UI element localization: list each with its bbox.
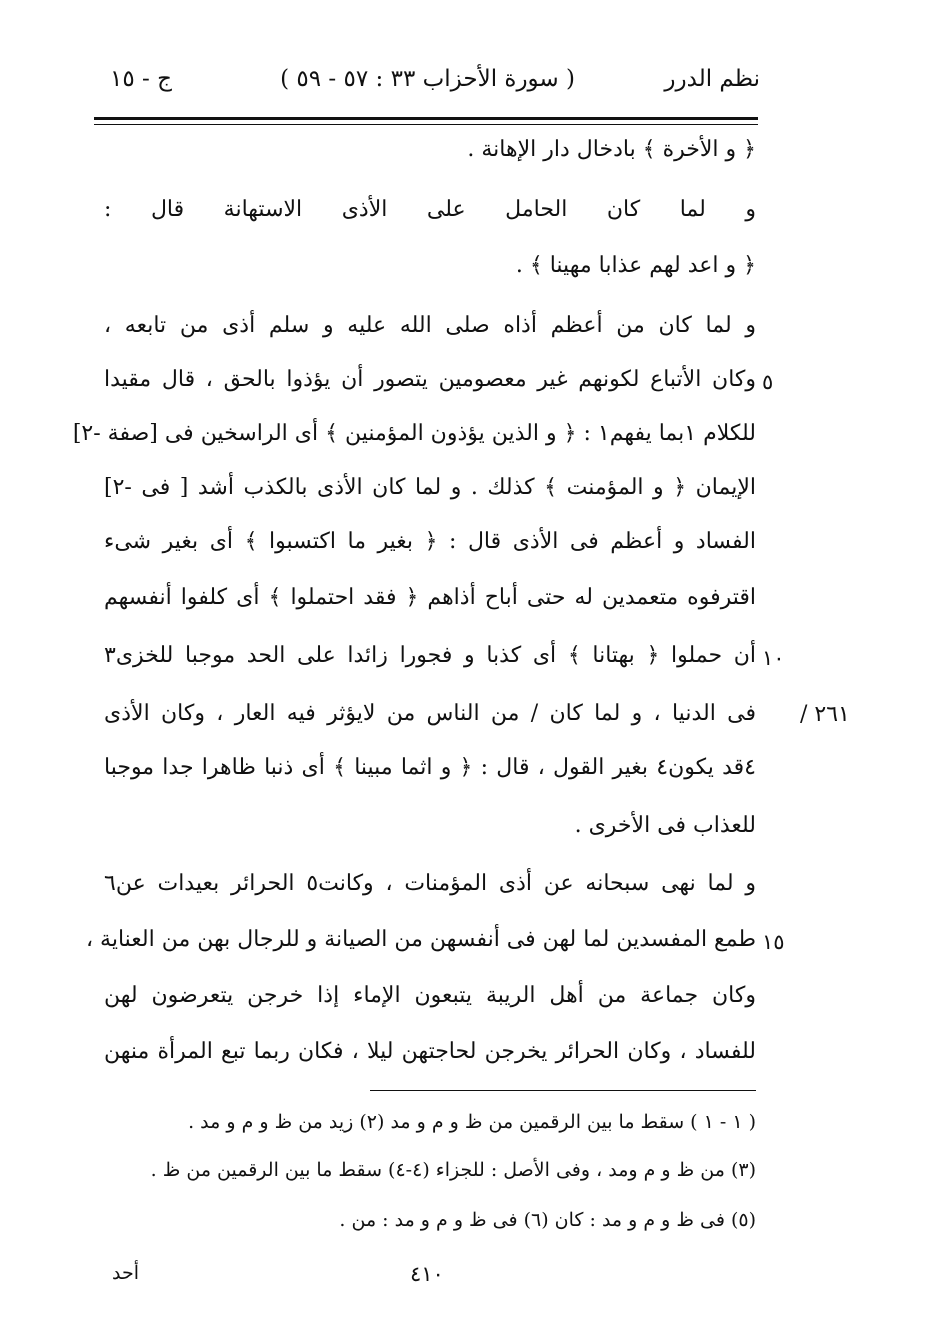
footnote-rule [370,1090,756,1091]
line-number-10: ١٠ [762,646,785,670]
text-line: فى الدنيا ، و لما كان / من الناس من لايؤثر فيه العار ، وكان الأذى [104,701,756,726]
catchword: أحد [112,1262,139,1284]
surah-reference: ( سورة الأحزاب ٣٣ : ٥٧ - ٥٩ ) [280,66,575,92]
book-title: نظم الدرر [664,66,760,92]
page-number: ٤١٠ [410,1262,444,1286]
text-line: طمع المفسدين لما لهن فى أنفسهن من الصيانة و للرجال بهن من العناية ، [85,927,756,952]
text-line: الإيمان ﴿ و المؤمنت ﴾ كذلك . و لما كان الأذى بالكذب أشد [ فى -٢] [104,475,756,500]
text-line: أن حملوا ﴿ بهتانا ﴾ أى كذبا و فجورا زائدا على الحد موجبا للخزى٣ [104,643,756,668]
text-line: و لما كان الحامل على الأذى الاستهانة قال : [104,197,756,222]
footnote-line: (٣) من ظ و م ومد ، وفى الأصل : للجزاء (٤-٤) سقط ما بين الرقمين من ظ . [150,1159,756,1181]
text-line: للكلام ١بما يفهم١ : ﴿ و الذين يؤذون المؤمنين ﴾ أى الراسخين فى [صفة -٢] [72,421,756,446]
manuscript-folio-marker: ٢٦١ / [800,702,850,727]
footnote-line: ( ١ - ١ ) سقط ما بين الرقمين من ظ و م و مد (٢) زيد من ظ و م و مد . [188,1111,756,1133]
text-line: ﴿ و اعد لهم عذابا مهينا ﴾ . [515,253,756,278]
text-line: وكان الأتباع لكونهم غير معصومين يتصور أن يؤذوا بالحق ، قال مقيدا [104,367,756,392]
text-line: ﴿ و الأخرة ﴾ بادخال دار الإهانة . [467,137,756,162]
header-rule-thick [94,117,758,120]
text-line: ٤قد يكون٤ بغير القول ، قال : ﴿ و اثما مبينا ﴾ أى ذنبا ظاهرا جدا موجبا [104,755,756,780]
volume-number: ج - ١٥ [110,66,172,92]
text-line: اقترفوه متعمدين له حتى أباح أذاهم ﴿ فقد احتملوا ﴾ أى كلفوا أنفسهم [104,585,756,610]
header-rule-thin [94,124,758,125]
text-line: للفساد ، وكان الحرائر يخرجن لحاجتهن ليلا ، فكان ربما تبع المرأة منهن [104,1039,756,1064]
line-number-5: ٥ [762,370,774,394]
text-line: الفساد و أعظم فى الأذى قال : ﴿ بغير ما اكتسبوا ﴾ أى بغير شىء [104,529,756,554]
text-line: و لما كان من أعظم أذاه صلى الله عليه و سلم أذى من تابعه ، [104,313,756,338]
text-line: و لما نهى سبحانه عن أذى المؤمنات ، وكانت٥ الحرائر بعيدات عن٦ [104,871,756,896]
text-line: وكان جماعة من أهل الريبة يتبعون الإماء إذا خرجن يتعرضون لهن [104,983,756,1008]
footnote-line: (٥) فى ظ و م و مد : كان (٦) فى ظ و م و مد : من . [339,1209,756,1231]
text-line: للعذاب فى الأخرى . [574,813,756,838]
running-header [100,62,760,102]
line-number-15: ١٥ [762,930,785,954]
